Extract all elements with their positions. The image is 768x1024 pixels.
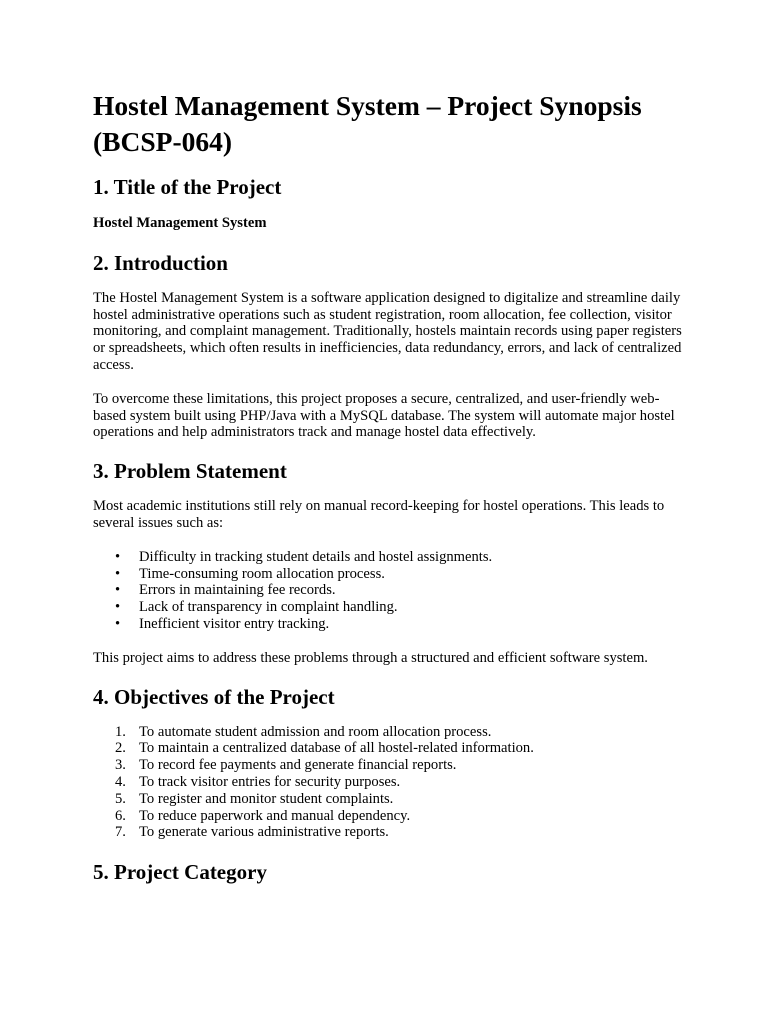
list-item: 3. To record fee payments and generate financial reports. (115, 757, 457, 774)
list-number: 3. (115, 757, 126, 774)
problem-conclusion-paragraph: This project aims to address these problems through a structured and efficient software system. (93, 649, 648, 666)
document-title: Hostel Management System – Project Synopsis (BCSP-064) (93, 90, 642, 157)
list-number: 2. (115, 740, 126, 757)
bullet-icon: • (115, 599, 121, 616)
problem-statement-paragraph: Most academic institutions still rely on manual record-keeping for hostel operations. This leads to several issues such as: (93, 498, 665, 531)
section-1-heading: 1. Title of the Project (93, 175, 282, 199)
bullet-icon: • (115, 565, 121, 582)
list-item: 5. To register and monitor student complaints. (115, 790, 394, 807)
list-number: 1. (115, 723, 126, 740)
list-item: • Lack of transparency in complaint handling. (115, 599, 398, 616)
objectives-numbered-list (93, 724, 683, 842)
project-title-text: Hostel Management System (93, 215, 267, 231)
bullet-icon: • (115, 548, 121, 565)
document-page (93, 86, 683, 885)
list-item: 4. To track visitor entries for security purposes. (115, 773, 401, 790)
list-item: • Time-consuming room allocation process. (115, 565, 385, 582)
list-number: 7. (115, 824, 126, 841)
list-number: 6. (115, 807, 126, 824)
list-item: • Inefficient visitor entry tracking. (115, 615, 330, 632)
section-3-heading: 3. Problem Statement (93, 459, 287, 484)
list-item: 7. To generate various administrative reports. (115, 824, 389, 841)
list-item: • Errors in maintaining fee records. (115, 582, 336, 599)
list-number: 5. (115, 790, 126, 807)
problem-bullet-list (93, 549, 683, 633)
section-5-heading: 5. Project Category (93, 860, 267, 885)
bullet-icon: • (115, 615, 121, 632)
list-item: 6. To reduce paperwork and manual dependency. (115, 807, 411, 824)
list-item: 1. To automate student admission and room allocation process. (115, 723, 492, 740)
bullet-icon: • (115, 582, 121, 599)
list-item: 2. To maintain a centralized database of all hostel-related information. (115, 740, 534, 757)
list-item: • Difficulty in tracking student details and hostel assignments. (115, 548, 493, 565)
list-number: 4. (115, 773, 126, 790)
introduction-paragraph-2: To overcome these limitations, this project proposes a secure, centralized, and user-friendly web-based system built using PHP/Java with a MySQL database. The system will automate major hostel operations and help administrators track and manage hostel data effectively. (93, 390, 675, 441)
section-4-heading: 4. Objectives of the Project (93, 684, 335, 709)
introduction-paragraph-1: The Hostel Management System is a software application designed to digitalize and streamline daily hostel administrative operations such as student registration, room allocation, fee collection, visitor monitoring, and complaint management. Traditionally, hostels maintain records using paper registers or spreadsheets, which often results in inefficiencies, data redundancy, errors, and lack of centralized access. (93, 289, 682, 373)
section-2-heading: 2. Introduction (93, 250, 228, 275)
